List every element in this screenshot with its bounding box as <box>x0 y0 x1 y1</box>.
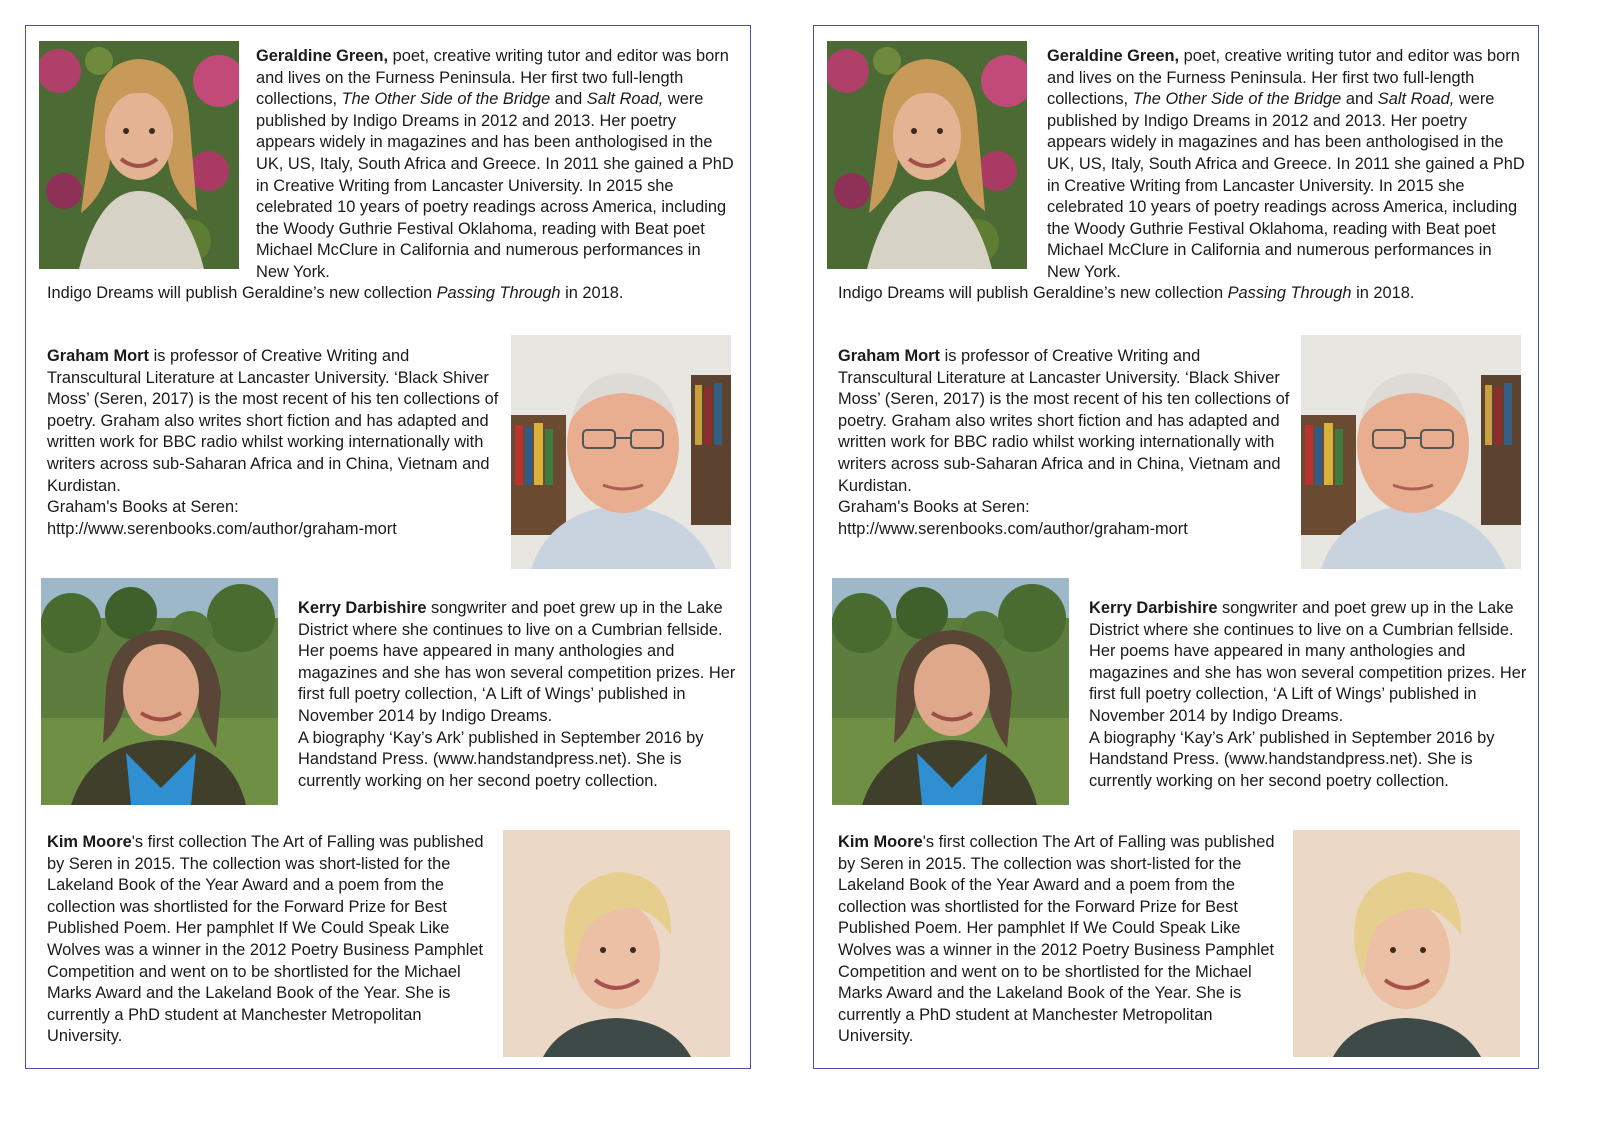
bio-text: poet, creative writing tutor and editor was born and lives on the Furness Peninsula. Her first two full-length collections, <box>1047 47 1520 109</box>
book-title: Passing Through <box>436 284 561 302</box>
bio-text: were published by Indigo Dreams in 2012 and 2013. Her poetry appears widely in magazines and has been anthologised in the UK, US, Italy, South Africa and Greece. In 2011 she gained a PhD in Creative Writing from Lancaster University. In 2015 she celebrated 10 years of poetry readings across America, including the Woody Guthrie Festival Oklahoma, reading with Beat poet Michael McClure in California and numerous performances in New York. <box>1047 90 1525 281</box>
books-label: Graham's Books at Seren: <box>838 498 1030 517</box>
bio-name: Graham Mort <box>838 347 941 365</box>
book-title: Salt Road, <box>1377 90 1455 109</box>
kim-moore-bio <box>47 832 497 1048</box>
bio-text: songwriter and poet grew up in the Lake District where she continues to live on a Cumbrian fellside. Her poems have appeared in many anthologies and magazines and she has won several competition prizes. Her first full poetry collection, ‘A Lift of Wings’ published in November 2014 by Indigo Dreams. <box>298 599 736 725</box>
bio-text: 's first collection The Art of Falling was published by Seren in 2015. The collection was short-listed for the Lakeland Book of the Year Award and a poem from the collection was shortlisted for the Forward Prize for Best Published Poem. Her pamphlet If We Could Speak Like Wolves was a winner in the 2012 Poetry Business Pamphlet Competition and went on to be shortlisted for the Michael Marks Award and the Lakeland Book of the Year. She is currently a PhD student at Manchester Metropolitan University. <box>838 833 1275 1046</box>
bio-text: A biography ‘Kay’s Ark’ published in September 2016 by Handstand Press. (www.handstandpress.net). She is currently working on her second poetry collection. <box>1089 728 1495 790</box>
geraldine-green-bio <box>256 46 736 284</box>
books-label: Graham's Books at Seren: <box>47 498 239 517</box>
bio-text: and <box>550 90 587 109</box>
book-title: Salt Road, <box>586 90 664 109</box>
graham-mort-bio <box>838 346 1293 540</box>
seren-link[interactable]: http://www.serenbooks.com/author/graham-mort <box>838 519 1188 538</box>
bio-name: Kerry Darbishire <box>1089 599 1218 617</box>
kim-moore-photo <box>1293 830 1520 1057</box>
flyer-page-left <box>25 25 751 1069</box>
kim-moore-bio <box>838 832 1288 1048</box>
graham-mort-photo <box>511 335 731 569</box>
geraldine-green-photo <box>39 41 239 269</box>
kerry-darbishire-photo <box>41 578 278 805</box>
bio-name: Kim Moore <box>838 833 923 851</box>
bio-text: and <box>1341 90 1378 109</box>
geraldine-green-note <box>838 283 1528 305</box>
kim-moore-photo <box>503 830 730 1057</box>
bio-name: Kerry Darbishire <box>298 599 427 617</box>
flyer-page-right <box>813 25 1539 1069</box>
geraldine-green-bio <box>1047 46 1525 284</box>
kerry-darbishire-bio <box>1089 598 1529 792</box>
bio-text: songwriter and poet grew up in the Lake District where she continues to live on a Cumbrian fellside. Her poems have appeared in many anthologies and magazines and she has won several competition prizes. Her first full poetry collection, ‘A Lift of Wings’ published in November 2014 by Indigo Dreams. <box>1089 599 1527 725</box>
geraldine-green-photo <box>827 41 1027 269</box>
bio-text: is professor of Creative Writing and Transcultural Literature at Lancaster University. ‘Black Shiver Moss’ (Seren, 2017) is the most recent of his ten collections of poetry. Graham also writes short fiction and has adapted and written work for BBC radio whilst working internationally with writers across sub-Saharan Africa and in China, Vietnam and Kurdistan. <box>838 347 1290 495</box>
bio-text: 's first collection The Art of Falling was published by Seren in 2015. The collection was short-listed for the Lakeland Book of the Year Award and a poem from the collection was shortlisted for the Forward Prize for Best Published Poem. Her pamphlet If We Could Speak Like Wolves was a winner in the 2012 Poetry Business Pamphlet Competition and went on to be shortlisted for the Michael Marks Award and the Lakeland Book of the Year. She is currently a PhD student at Manchester Metropolitan University. <box>47 833 484 1046</box>
bio-name: Kim Moore <box>47 833 132 851</box>
note-text: Indigo Dreams will publish Geraldine’s new collection <box>47 284 437 302</box>
geraldine-green-note <box>47 283 737 305</box>
bio-name: Geraldine Green, <box>256 47 389 65</box>
bio-name: Graham Mort <box>47 347 150 365</box>
graham-mort-bio <box>47 346 502 540</box>
bio-text: were published by Indigo Dreams in 2012 and 2013. Her poetry appears widely in magazines and has been anthologised in the UK, US, Italy, South Africa and Greece. In 2011 she gained a PhD in Creative Writing from Lancaster University. In 2015 she celebrated 10 years of poetry readings across America, including the Woody Guthrie Festival Oklahoma, reading with Beat poet Michael McClure in California and numerous performances in New York. <box>256 90 734 281</box>
kerry-darbishire-bio <box>298 598 738 792</box>
book-title: The Other Side of the Bridge <box>1132 90 1342 109</box>
note-text: in 2018. <box>1351 284 1415 302</box>
kerry-darbishire-photo <box>832 578 1069 805</box>
note-text: Indigo Dreams will publish Geraldine’s new collection <box>838 284 1228 302</box>
book-title: The Other Side of the Bridge <box>341 90 551 109</box>
seren-link[interactable]: http://www.serenbooks.com/author/graham-mort <box>47 519 397 538</box>
note-text: in 2018. <box>560 284 624 302</box>
book-title: Passing Through <box>1227 284 1352 302</box>
graham-mort-photo <box>1301 335 1521 569</box>
bio-text: A biography ‘Kay’s Ark’ published in September 2016 by Handstand Press. (www.handstandpress.net). She is currently working on her second poetry collection. <box>298 728 704 790</box>
bio-text: is professor of Creative Writing and Transcultural Literature at Lancaster University. ‘Black Shiver Moss’ (Seren, 2017) is the most recent of his ten collections of poetry. Graham also writes short fiction and has adapted and written work for BBC radio whilst working internationally with writers across sub-Saharan Africa and in China, Vietnam and Kurdistan. <box>47 347 499 495</box>
bio-text: poet, creative writing tutor and editor was born and lives on the Furness Peninsula. Her first two full-length collections, <box>256 47 729 109</box>
bio-name: Geraldine Green, <box>1047 47 1180 65</box>
